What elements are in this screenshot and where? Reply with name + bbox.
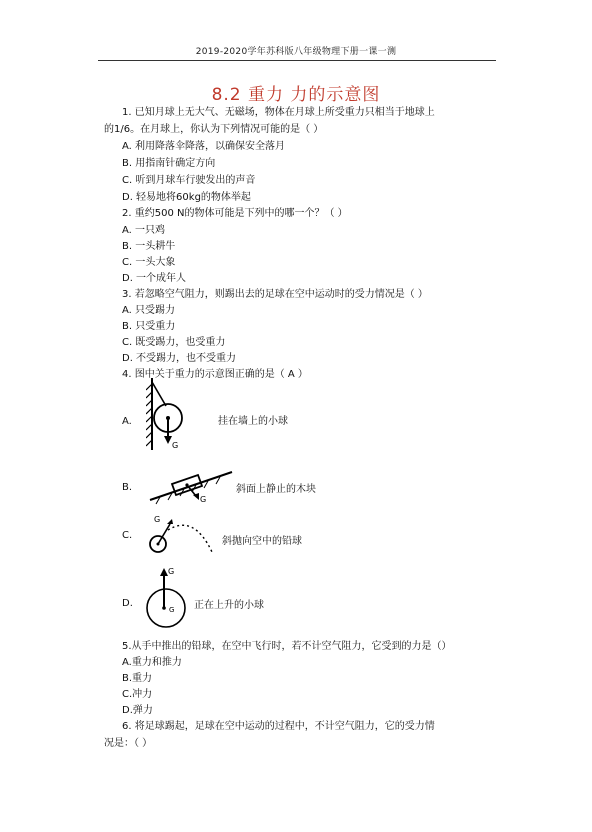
q6-stem-line2: 况是：（ ） <box>104 738 153 749</box>
q5-option-b: B.重力 <box>122 673 153 684</box>
q1-option-c: C. 听到月球车行驶发出的声音 <box>122 175 256 186</box>
fig-d-g-label: G <box>168 567 175 576</box>
q3-option-b: B. 只受重力 <box>122 321 176 332</box>
fig-a-g-label: G <box>172 441 179 450</box>
q4-option-c-caption: 斜抛向空中的铅球 <box>222 536 302 547</box>
q2-option-c: C. 一头大象 <box>122 257 176 268</box>
q5-option-d: D.弹力 <box>122 705 153 716</box>
q3-option-a: A. 只受踢力 <box>122 305 176 316</box>
q2-option-b: B. 一头耕牛 <box>122 241 176 252</box>
q4-option-a-letter: A. <box>122 416 132 427</box>
fig-d-center-mark: G <box>169 606 175 614</box>
q1-stem-line1: 1. 已知月球上无大气、无磁场，物体在月球上所受重力只相当于地球上 <box>122 107 435 118</box>
q6-stem-line1: 6. 将足球踢起，足球在空中运动的过程中，不计空气阻力，它的受力情 <box>122 721 435 732</box>
fig-a-ball-on-wall <box>146 376 216 454</box>
q1-option-a: A. 利用降落伞降落，以确保安全落月 <box>122 141 286 152</box>
q5-stem: 5.从手中推出的铅球，在空中飞行时，若不计空气阻力，它受到的力是（） <box>122 641 452 652</box>
q3-stem: 3. 若忽略空气阻力，则踢出去的足球在空中运动时的受力情况是（ ） <box>122 289 428 300</box>
q2-option-d: D. 一个成年人 <box>122 273 187 284</box>
q3-option-c: C. 既受踢力，也受重力 <box>122 337 226 348</box>
q4-option-b-letter: B. <box>122 482 133 493</box>
fig-b-block-on-incline <box>146 462 236 506</box>
q4-option-d-caption: 正在上升的小球 <box>194 600 264 611</box>
fig-d-rising-ball <box>146 562 196 634</box>
header-rule <box>98 60 496 61</box>
q2-stem: 2. 重约500 N的物体可能是下列中的哪一个？（ ） <box>122 208 348 219</box>
fig-c-g-label: G <box>154 515 161 524</box>
q4-option-c-letter: C. <box>122 530 133 541</box>
fig-b-g-label: G <box>200 495 207 504</box>
fig-c-shot-put-trajectory <box>146 512 220 560</box>
q1-stem-line2: 的1/6。在月球上，你认为下列情况可能的是（ ） <box>104 124 324 135</box>
q5-option-a: A.重力和推力 <box>122 657 182 668</box>
q4-option-b-caption: 斜面上静止的木块 <box>236 484 316 495</box>
q4-stem: 4. 图中关于重力的示意图正确的是（ A ） <box>122 369 308 380</box>
q4-option-a-caption: 挂在墙上的小球 <box>218 416 288 427</box>
q1-option-d: D. 轻易地将60kg的物体举起 <box>122 192 251 203</box>
q1-option-b: B. 用指南针确定方向 <box>122 158 216 169</box>
section-title: 8.2 重力 力的示意图 <box>211 85 381 105</box>
page-header: 2019-2020学年苏科版八年级物理下册一课一测 <box>195 47 397 57</box>
q2-option-a: A. 一只鸡 <box>122 225 166 236</box>
q5-option-c: C.冲力 <box>122 689 153 700</box>
q3-option-d: D. 不受踢力，也不受重力 <box>122 353 237 364</box>
q4-option-d-letter: D. <box>122 598 133 609</box>
